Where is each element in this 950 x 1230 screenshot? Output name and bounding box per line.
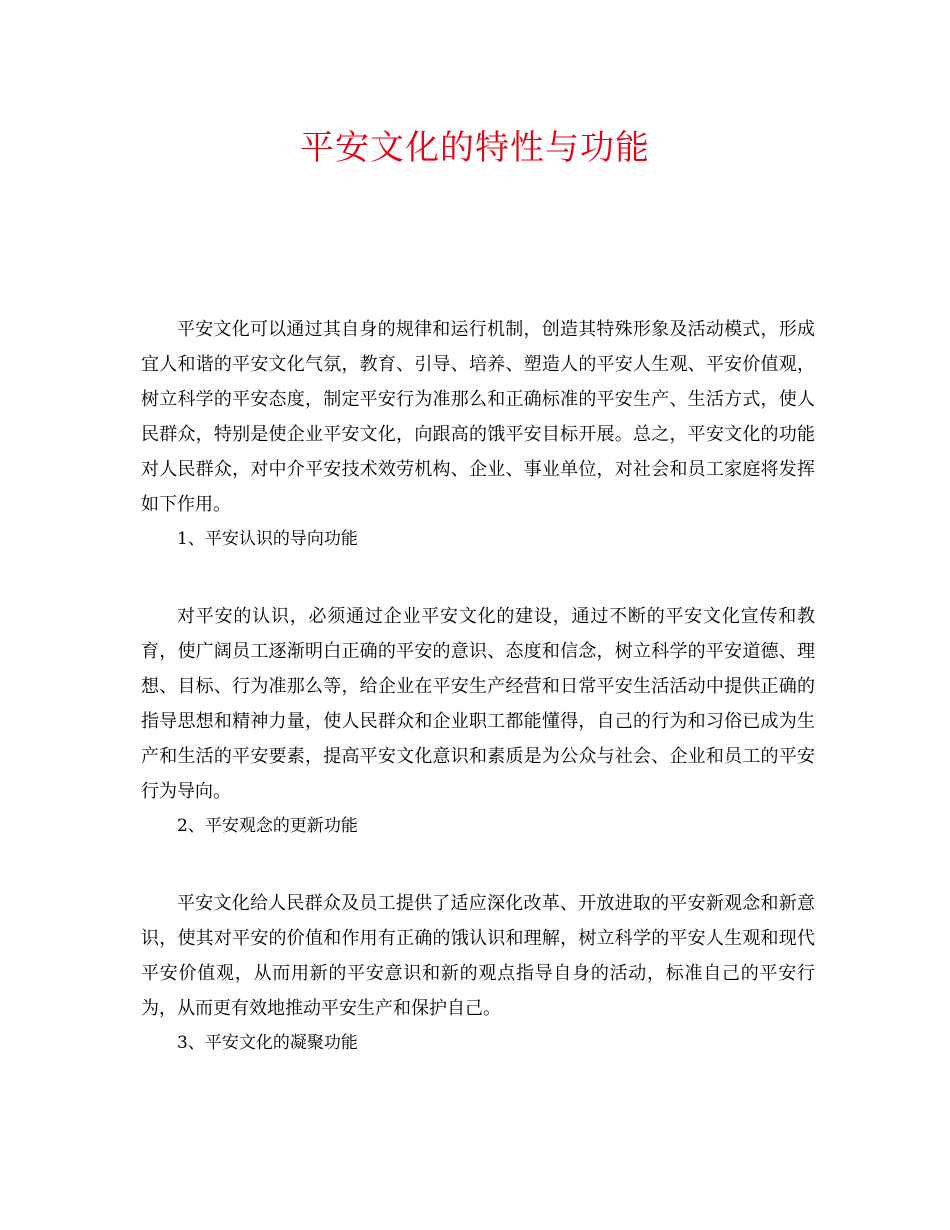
paragraph-section-2: 平安文化给人民群众及员工提供了适应深化改革、开放进取的平安新观念和新意识，使其对平安的价值和作用有正确的饿认识和理解，树立科学的平安人生观和现代平安价值观，从而用新的平安意识和新的观点指导自身的活动，标准自己的平安行为，从而更有效地推动平安生产和保护自己。: [141, 893, 815, 1019]
paragraph-intro: 平安文化可以通过其自身的规律和运行机制，创造其特殊形象及活动模式，形成宜人和谐的平安文化气氛，教育、引导、培养、塑造人的平安人生观、平安价值观，树立科学的平安态度，制定平安行为准那么和正确标准的平安生产、生活方式，使人民群众，特别是使企业平安文化，向跟高的饿平安目标开展。总之，平安文化的功能对人民群众，对中介平安技术效劳机构、企业、事业单位，对社会和员工家庭将发挥如下作用。: [141, 319, 815, 515]
paragraph-section-1: 对平安的认识，必须通过企业平安文化的建设，通过不断的平安文化宣传和教育，使广阔员工逐渐明白正确的平安的意识、态度和信念，树立科学的平安道德、理想、目标、行为准那么等，给企业在平安生产经营和日常平安生活活动中提供正确的指导思想和精神力量，使人民群众和企业职工都能懂得，自己的行为和习俗已成为生产和生活的平安要素，提高平安文化意识和素质是为公众与社会、企业和员工的平安行为导向。: [141, 606, 815, 802]
spacer: [141, 557, 815, 599]
section-heading-3: 3、平安文化的凝聚功能: [177, 1033, 358, 1053]
section-heading-2: 2、平安观念的更新功能: [177, 816, 358, 836]
section-heading-1: 1、平安认识的导向功能: [177, 529, 358, 549]
document-body: [141, 312, 815, 1061]
spacer: [141, 844, 815, 886]
document-title: 平安文化的特性与功能: [300, 128, 650, 168]
